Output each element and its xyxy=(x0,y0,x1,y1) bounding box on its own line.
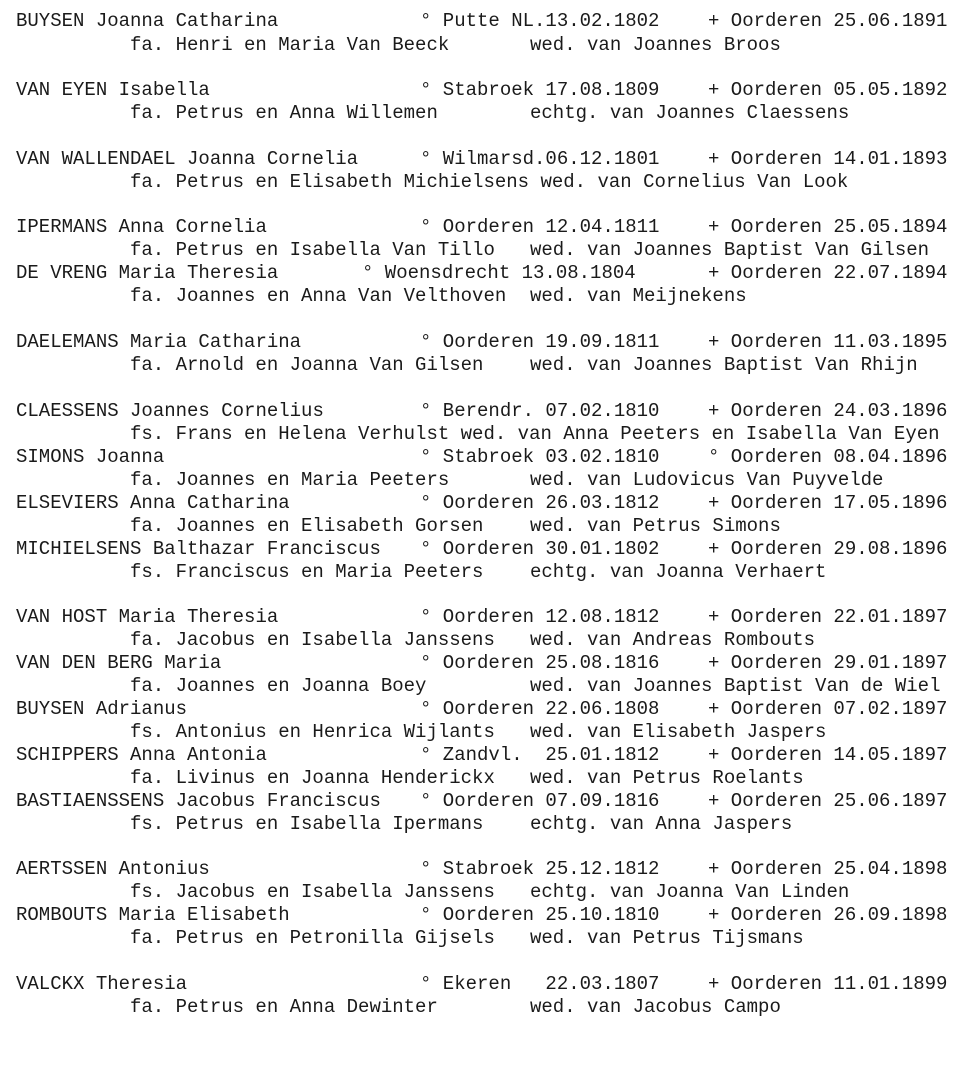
record-detail-line xyxy=(0,996,960,1019)
spouse-info: wed. van Jacobus Campo xyxy=(530,996,781,1018)
person-name: CLAESSENS Joannes Cornelius xyxy=(16,400,324,422)
spouse-info: wed. van Petrus Roelants xyxy=(530,767,804,789)
spouse-info: wed. van Petrus Tijsmans xyxy=(530,927,804,949)
record-name-line xyxy=(0,492,960,515)
parents-info: fa. Joannes en Anna Van Velthoven xyxy=(130,285,507,307)
parents-info: fs. Franciscus en Maria Peeters xyxy=(130,561,484,583)
record-detail-line xyxy=(0,767,960,790)
birth-info: ° Oorderen 30.01.1802 xyxy=(420,538,660,560)
death-info: + Oorderen 11.01.1899 xyxy=(708,973,948,995)
death-info: + Oorderen 25.05.1894 xyxy=(708,216,948,238)
death-info: + Oorderen 22.01.1897 xyxy=(708,606,948,628)
person-name: BUYSEN Joanna Catharina xyxy=(16,10,279,32)
birth-info: ° Stabroek 25.12.1812 xyxy=(420,858,660,880)
record-detail-line xyxy=(0,34,960,57)
birth-info: ° Stabroek 03.02.1810 xyxy=(420,446,660,468)
spouse-info: echtg. van Joannes Claessens xyxy=(530,102,850,124)
record-detail-line xyxy=(0,721,960,744)
birth-info: ° Oorderen 25.08.1816 xyxy=(420,652,660,674)
record-detail-line xyxy=(0,927,960,950)
record-name-line xyxy=(0,538,960,561)
spouse-info: wed. van Joannes Baptist Van de Wiel xyxy=(530,675,941,697)
record-detail-line xyxy=(0,629,960,652)
record-detail-line xyxy=(0,561,960,584)
parents-info: fa. Petrus en Petronilla Gijsels xyxy=(130,927,495,949)
parents-info: fs. Jacobus en Isabella Janssens xyxy=(130,881,495,903)
birth-info: ° Oorderen 22.06.1808 xyxy=(420,698,660,720)
record-name-line xyxy=(0,652,960,675)
death-info: + Oorderen 25.06.1891 xyxy=(708,10,948,32)
record-detail-line xyxy=(0,285,960,308)
birth-info: ° Oorderen 12.04.1811 xyxy=(420,216,660,238)
person-name: VALCKX Theresia xyxy=(16,973,188,995)
birth-info: ° Oorderen 07.09.1816 xyxy=(420,790,660,812)
spouse-info: wed. van Joannes Baptist Van Rhijn xyxy=(530,354,918,376)
birth-info: ° Putte NL.13.02.1802 xyxy=(420,10,660,32)
parents-info: fa. Joannes en Maria Peeters xyxy=(130,469,450,491)
record-name-line xyxy=(0,904,960,927)
person-name: MICHIELSENS Balthazar Franciscus xyxy=(16,538,381,560)
death-info: + Oorderen 17.05.1896 xyxy=(708,492,948,514)
birth-info: ° Woensdrecht 13.08.1804 xyxy=(362,262,636,284)
parents-info: fa. Petrus en Anna Dewinter xyxy=(130,996,438,1018)
death-info: + Oorderen 24.03.1896 xyxy=(708,400,948,422)
record-name-line xyxy=(0,973,960,996)
birth-info: ° Berendr. 07.02.1810 xyxy=(420,400,660,422)
person-name: ROMBOUTS Maria Elisabeth xyxy=(16,904,290,926)
person-name: AERTSSEN Antonius xyxy=(16,858,210,880)
person-name: VAN DEN BERG Maria xyxy=(16,652,222,674)
death-info: + Oorderen 29.08.1896 xyxy=(708,538,948,560)
death-info: + Oorderen 11.03.1895 xyxy=(708,331,948,353)
spouse-info: wed. van Petrus Simons xyxy=(530,515,781,537)
birth-info: ° Ekeren 22.03.1807 xyxy=(420,973,660,995)
record-name-line xyxy=(0,744,960,767)
record-name-line xyxy=(0,858,960,881)
birth-info: ° Wilmarsd.06.12.1801 xyxy=(420,148,660,170)
parents-info: fa. Petrus en Elisabeth Michielsens wed. van Cornelius Van Look xyxy=(130,171,849,193)
parents-info: fa. Petrus en Anna Willemen xyxy=(130,102,438,124)
record-detail-line xyxy=(0,239,960,262)
death-info: + Oorderen 26.09.1898 xyxy=(708,904,948,926)
birth-info: ° Oorderen 12.08.1812 xyxy=(420,606,660,628)
death-info: + Oorderen 22.07.1894 xyxy=(708,262,948,284)
record-name-line xyxy=(0,216,960,239)
person-name: BUYSEN Adrianus xyxy=(16,698,188,720)
person-name: VAN WALLENDAEL Joanna Cornelia xyxy=(16,148,359,170)
person-name: IPERMANS Anna Cornelia xyxy=(16,216,267,238)
record-detail-line xyxy=(0,881,960,904)
record-detail-line xyxy=(0,675,960,698)
spouse-info: wed. van Meijnekens xyxy=(530,285,747,307)
death-info: + Oorderen 29.01.1897 xyxy=(708,652,948,674)
record-name-line xyxy=(0,331,960,354)
spouse-info: wed. van Ludovicus Van Puyvelde xyxy=(530,469,884,491)
spouse-info: echtg. van Joanna Van Linden xyxy=(530,881,850,903)
spouse-info: wed. van Elisabeth Jaspers xyxy=(530,721,827,743)
person-name: VAN EYEN Isabella xyxy=(16,79,210,101)
birth-info: ° Oorderen 19.09.1811 xyxy=(420,331,660,353)
parents-info: fs. Frans en Helena Verhulst wed. van Anna Peeters en Isabella Van Eyen xyxy=(130,423,940,445)
person-name: SCHIPPERS Anna Antonia xyxy=(16,744,267,766)
record-name-line xyxy=(0,606,960,629)
spouse-info: wed. van Joannes Broos xyxy=(530,34,781,56)
parents-info: fs. Antonius en Henrica Wijlants xyxy=(130,721,495,743)
parents-info: fa. Livinus en Joanna Henderickx xyxy=(130,767,495,789)
parents-info: fa. Joannes en Elisabeth Gorsen xyxy=(130,515,484,537)
record-detail-line xyxy=(0,171,960,194)
record-detail-line xyxy=(0,813,960,836)
death-info: ° Oorderen 08.04.1896 xyxy=(708,446,948,468)
record-name-line xyxy=(0,148,960,171)
death-info: + Oorderen 25.04.1898 xyxy=(708,858,948,880)
record-detail-line xyxy=(0,102,960,125)
death-info: + Oorderen 07.02.1897 xyxy=(708,698,948,720)
parents-info: fa. Joannes en Joanna Boey xyxy=(130,675,427,697)
record-detail-line xyxy=(0,515,960,538)
record-name-line xyxy=(0,10,960,33)
person-name: DE VRENG Maria Theresia xyxy=(16,262,279,284)
spouse-info: wed. van Joannes Baptist Van Gilsen xyxy=(530,239,930,261)
death-info: + Oorderen 25.06.1897 xyxy=(708,790,948,812)
person-name: ELSEVIERS Anna Catharina xyxy=(16,492,290,514)
spouse-info: wed. van Andreas Rombouts xyxy=(530,629,816,651)
spouse-info: echtg. van Anna Jaspers xyxy=(530,813,793,835)
parents-info: fs. Petrus en Isabella Ipermans xyxy=(130,813,484,835)
birth-info: ° Stabroek 17.08.1809 xyxy=(420,79,660,101)
record-name-line xyxy=(0,698,960,721)
spouse-info: echtg. van Joanna Verhaert xyxy=(530,561,827,583)
record-name-line xyxy=(0,790,960,813)
parents-info: fa. Arnold en Joanna Van Gilsen xyxy=(130,354,484,376)
death-info: + Oorderen 05.05.1892 xyxy=(708,79,948,101)
record-detail-line xyxy=(0,354,960,377)
record-detail-line xyxy=(0,423,960,446)
record-name-line xyxy=(0,262,960,285)
parents-info: fa. Jacobus en Isabella Janssens xyxy=(130,629,495,651)
parents-info: fa. Petrus en Isabella Van Tillo xyxy=(130,239,495,261)
parents-info: fa. Henri en Maria Van Beeck xyxy=(130,34,450,56)
person-name: DAELEMANS Maria Catharina xyxy=(16,331,302,353)
birth-info: ° Oorderen 25.10.1810 xyxy=(420,904,660,926)
record-name-line xyxy=(0,79,960,102)
birth-info: ° Oorderen 26.03.1812 xyxy=(420,492,660,514)
person-name: VAN HOST Maria Theresia xyxy=(16,606,279,628)
record-name-line xyxy=(0,446,960,469)
person-name: BASTIAENSSENS Jacobus Franciscus xyxy=(16,790,381,812)
record-name-line xyxy=(0,400,960,423)
death-info: + Oorderen 14.01.1893 xyxy=(708,148,948,170)
death-info: + Oorderen 14.05.1897 xyxy=(708,744,948,766)
person-name: SIMONS Joanna xyxy=(16,446,165,468)
birth-info: ° Zandvl. 25.01.1812 xyxy=(420,744,660,766)
record-detail-line xyxy=(0,469,960,492)
